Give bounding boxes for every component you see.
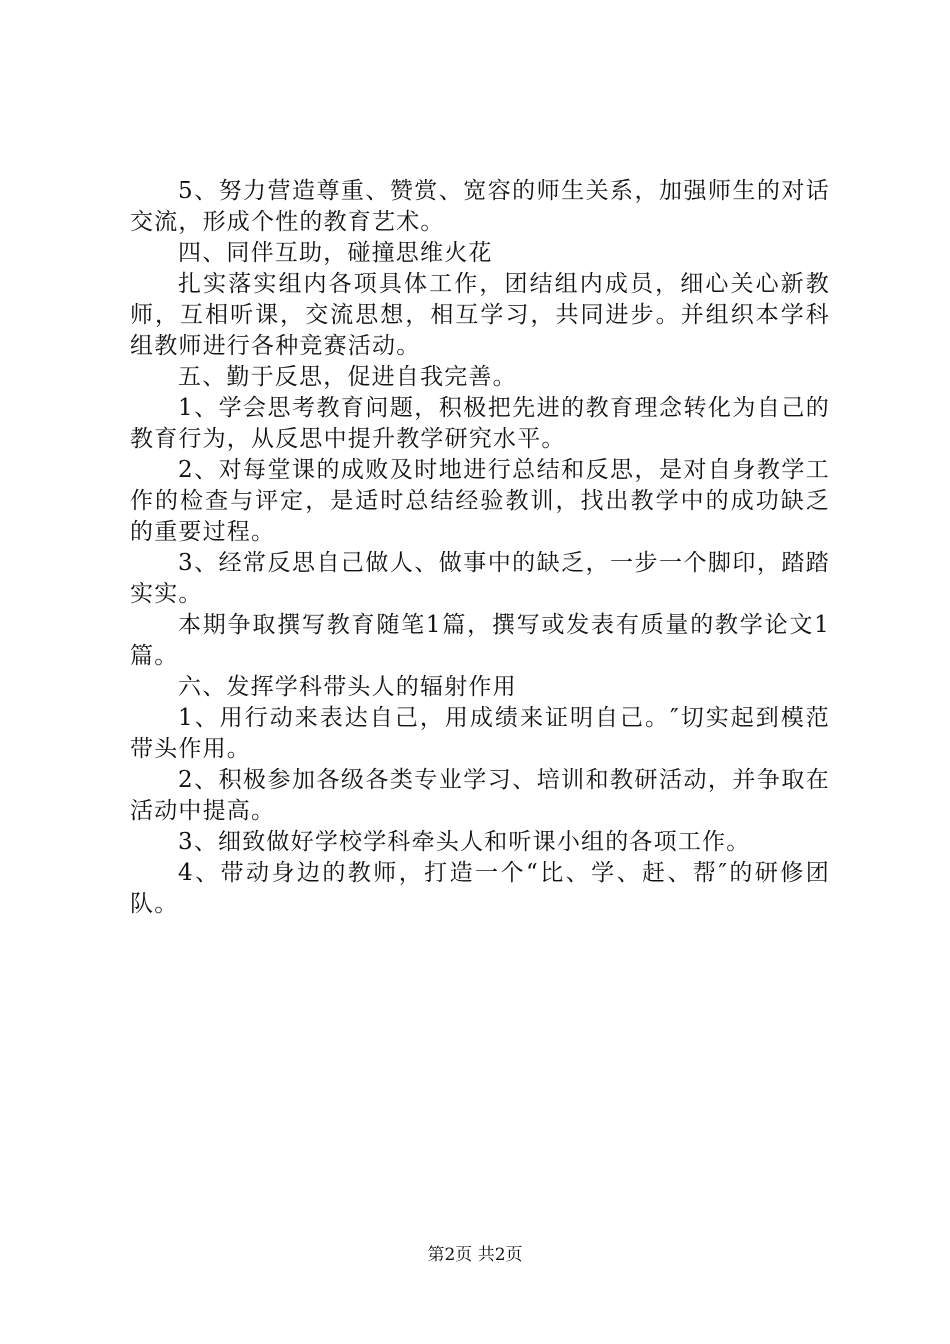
paragraph-2: 扎实落实组内各项具体工作，团结组内成员，细心关心新教师，互相听课，交流思想，相互学习，共同进步。并组织本学科组教师进行各种竞赛活动。: [130, 271, 830, 359]
section-heading-6: 六、发挥学科带头人的辐射作用: [178, 674, 517, 700]
paragraph-3: 1、学会思考教育问题，积极把先进的教育理念转化为自己的教育行为，从反思中提升教学研究水平。: [130, 395, 830, 452]
paragraph-5: 3、经常反思自己做人、做事中的缺乏，一步一个脚印，踏踏实实。: [130, 550, 830, 607]
paragraph-9: 3、细致做好学校学科牵头人和听课小组的各项工作。: [178, 829, 751, 855]
paragraph-8: 2、积极参加各级各类专业学习、培训和教研活动，并争取在活动中提高。: [130, 767, 830, 824]
section-heading-4: 四、同伴互助，碰撞思维火花: [178, 240, 493, 266]
paragraph-6: 本期争取撰写教育随笔1篇，撰写或发表有质量的教学论文1篇。: [130, 612, 830, 669]
document-body: [130, 176, 830, 920]
section-heading-5: 五、勤于反思，促进自我完善。: [178, 364, 517, 390]
paragraph-1: 5、努力营造尊重、赞赏、宽容的师生关系，加强师生的对话交流，形成个性的教育艺术。: [130, 178, 830, 235]
paragraph-10: 4、带动身边的教师，打造一个“比、学、赶、帮″的研修团队。: [130, 860, 830, 917]
page-footer: 第2页 共2页: [427, 1245, 523, 1265]
paragraph-4: 2、对每堂课的成败及时地进行总结和反思，是对自身教学工作的检查与评定，是适时总结经验教训，找出教学中的成功缺乏的重要过程。: [130, 457, 830, 545]
paragraph-7: 1、用行动来表达自己，用成绩来证明自己。″切实起到模范带头作用。: [130, 705, 830, 762]
